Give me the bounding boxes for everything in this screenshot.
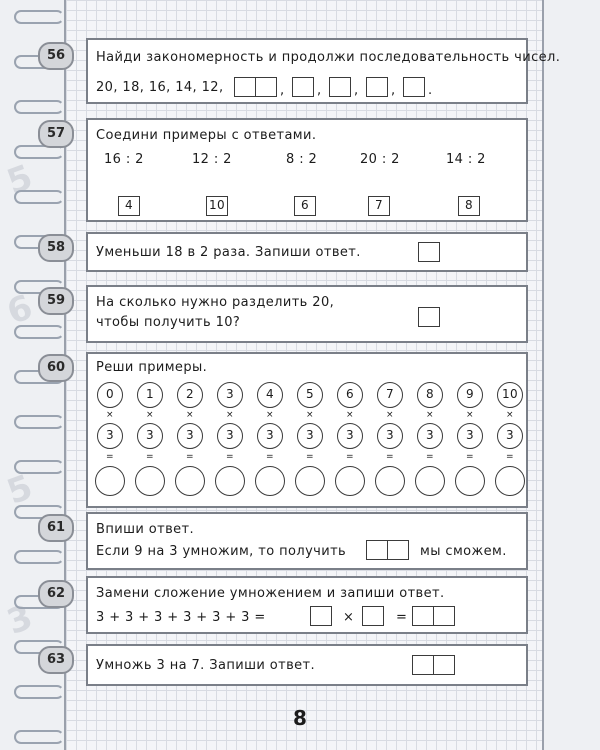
times-sign: × bbox=[343, 610, 355, 625]
times-sign: × bbox=[226, 410, 234, 420]
operand-circle: 4 bbox=[257, 382, 283, 408]
operand-circle: 3 bbox=[97, 423, 123, 449]
times-sign: × bbox=[186, 410, 194, 420]
result-circle[interactable] bbox=[175, 466, 205, 496]
times-sign: × bbox=[506, 410, 514, 420]
result-circle[interactable] bbox=[135, 466, 165, 496]
page-edge-right bbox=[542, 0, 544, 750]
answer-cell[interactable] bbox=[310, 606, 332, 626]
task-57-box bbox=[86, 118, 528, 222]
operand-circle: 3 bbox=[217, 382, 243, 408]
separator: , bbox=[354, 83, 359, 98]
task-61-box bbox=[86, 512, 528, 570]
operand-circle: 3 bbox=[417, 423, 443, 449]
equals-sign: = bbox=[346, 452, 354, 462]
answer-cell[interactable] bbox=[418, 307, 440, 327]
equals-sign: = bbox=[266, 452, 274, 462]
answer-cell[interactable] bbox=[292, 77, 314, 97]
times-sign: × bbox=[106, 410, 114, 420]
operand-circle: 3 bbox=[177, 423, 203, 449]
task-number-badge: 60 bbox=[38, 354, 74, 382]
result-circle[interactable] bbox=[255, 466, 285, 496]
result-circle[interactable] bbox=[295, 466, 325, 496]
task-text: Найди закономерность и продолжи последовательность чисел. bbox=[96, 50, 561, 65]
equals-sign: = bbox=[386, 452, 394, 462]
equals-sign: = bbox=[466, 452, 474, 462]
answer-option[interactable]: 10 bbox=[206, 196, 228, 216]
answer-option[interactable]: 6 bbox=[294, 196, 316, 216]
task-text-line2: чтобы получить 10? bbox=[96, 315, 241, 330]
task-text-line2: Если 9 на 3 умножим, то получить bbox=[96, 544, 347, 559]
example: 20 : 2 bbox=[360, 152, 400, 167]
separator: , bbox=[280, 83, 285, 98]
equals-sign: = bbox=[426, 452, 434, 462]
number-sequence: 20, 18, 16, 14, 12, bbox=[96, 80, 224, 95]
result-circle[interactable] bbox=[335, 466, 365, 496]
equals-sign: = bbox=[506, 452, 514, 462]
task-number-badge: 63 bbox=[38, 646, 74, 674]
operand-circle: 3 bbox=[217, 423, 243, 449]
answer-cell[interactable] bbox=[387, 540, 409, 560]
page-number: 8 bbox=[293, 706, 307, 730]
result-circle[interactable] bbox=[215, 466, 245, 496]
task-63-box bbox=[86, 644, 528, 686]
answer-cell[interactable] bbox=[433, 655, 455, 675]
result-circle[interactable] bbox=[455, 466, 485, 496]
answer-cell[interactable] bbox=[329, 77, 351, 97]
operand-circle: 10 bbox=[497, 382, 523, 408]
task-text: Реши примеры. bbox=[96, 360, 208, 375]
equals-sign: = bbox=[146, 452, 154, 462]
task-62-box bbox=[86, 576, 528, 634]
task-60-box bbox=[86, 352, 528, 508]
operand-circle: 1 bbox=[137, 382, 163, 408]
example: 16 : 2 bbox=[104, 152, 144, 167]
addition-expression: 3 + 3 + 3 + 3 + 3 + 3 = bbox=[96, 610, 266, 625]
result-circle[interactable] bbox=[375, 466, 405, 496]
task-number-badge: 62 bbox=[38, 580, 74, 608]
task-number-badge: 61 bbox=[38, 514, 74, 542]
task-number-badge: 59 bbox=[38, 287, 74, 315]
operand-circle: 2 bbox=[177, 382, 203, 408]
equals-sign: = bbox=[226, 452, 234, 462]
task-text-line2-end: мы сможем. bbox=[420, 544, 507, 559]
task-text: Соедини примеры с ответами. bbox=[96, 128, 317, 143]
equals-sign: = bbox=[106, 452, 114, 462]
answer-option[interactable]: 8 bbox=[458, 196, 480, 216]
decor-digit: 6 bbox=[1, 287, 38, 333]
operand-circle: 9 bbox=[457, 382, 483, 408]
times-sign: × bbox=[346, 410, 354, 420]
times-sign: × bbox=[386, 410, 394, 420]
answer-cell[interactable] bbox=[412, 655, 434, 675]
answer-cell[interactable] bbox=[366, 540, 388, 560]
operand-circle: 3 bbox=[137, 423, 163, 449]
task-number-badge: 58 bbox=[38, 234, 74, 262]
result-circle[interactable] bbox=[415, 466, 445, 496]
example: 12 : 2 bbox=[192, 152, 232, 167]
task-text: Замени сложение умножением и запиши ответ. bbox=[96, 586, 445, 601]
answer-option[interactable]: 4 bbox=[118, 196, 140, 216]
times-sign: × bbox=[426, 410, 434, 420]
answer-cell[interactable] bbox=[362, 606, 384, 626]
operand-circle: 3 bbox=[377, 423, 403, 449]
decor-digit: 3 bbox=[1, 597, 38, 643]
operand-circle: 3 bbox=[257, 423, 283, 449]
answer-cell[interactable] bbox=[418, 242, 440, 262]
task-59-box bbox=[86, 285, 528, 343]
task-number-badge: 56 bbox=[38, 42, 74, 70]
operand-circle: 3 bbox=[457, 423, 483, 449]
example: 8 : 2 bbox=[286, 152, 318, 167]
task-text-line1: Впиши ответ. bbox=[96, 522, 195, 537]
operand-circle: 3 bbox=[497, 423, 523, 449]
task-number-badge: 57 bbox=[38, 120, 74, 148]
times-sign: × bbox=[146, 410, 154, 420]
task-58-box bbox=[86, 232, 528, 272]
separator: . bbox=[428, 83, 433, 98]
task-text: Уменьши 18 в 2 раза. Запиши ответ. bbox=[96, 245, 361, 260]
times-sign: × bbox=[266, 410, 274, 420]
answer-cell[interactable] bbox=[234, 77, 256, 97]
result-circle[interactable] bbox=[495, 466, 525, 496]
operand-circle: 6 bbox=[337, 382, 363, 408]
example: 14 : 2 bbox=[446, 152, 486, 167]
answer-cell[interactable] bbox=[403, 77, 425, 97]
times-sign: × bbox=[466, 410, 474, 420]
answer-cell[interactable] bbox=[412, 606, 434, 626]
separator: , bbox=[391, 83, 396, 98]
equals-sign: = bbox=[186, 452, 194, 462]
decor-digit: 5 bbox=[1, 467, 38, 513]
answer-cell[interactable] bbox=[433, 606, 455, 626]
answer-cell[interactable] bbox=[366, 77, 388, 97]
operand-circle: 7 bbox=[377, 382, 403, 408]
times-sign: × bbox=[306, 410, 314, 420]
operand-circle: 3 bbox=[297, 423, 323, 449]
equals-sign: = bbox=[306, 452, 314, 462]
separator: , bbox=[317, 83, 322, 98]
result-circle[interactable] bbox=[95, 466, 125, 496]
answer-option[interactable]: 7 bbox=[368, 196, 390, 216]
answer-cell[interactable] bbox=[255, 77, 277, 97]
task-text-line1: На сколько нужно разделить 20, bbox=[96, 295, 335, 310]
operand-circle: 8 bbox=[417, 382, 443, 408]
operand-circle: 5 bbox=[297, 382, 323, 408]
task-56-box bbox=[86, 38, 561, 104]
operand-circle: 0 bbox=[97, 382, 123, 408]
operand-circle: 3 bbox=[337, 423, 363, 449]
task-text: Умножь 3 на 7. Запиши ответ. bbox=[96, 658, 316, 673]
decor-digit: 5 bbox=[1, 157, 38, 203]
equals-sign: = bbox=[396, 610, 408, 625]
